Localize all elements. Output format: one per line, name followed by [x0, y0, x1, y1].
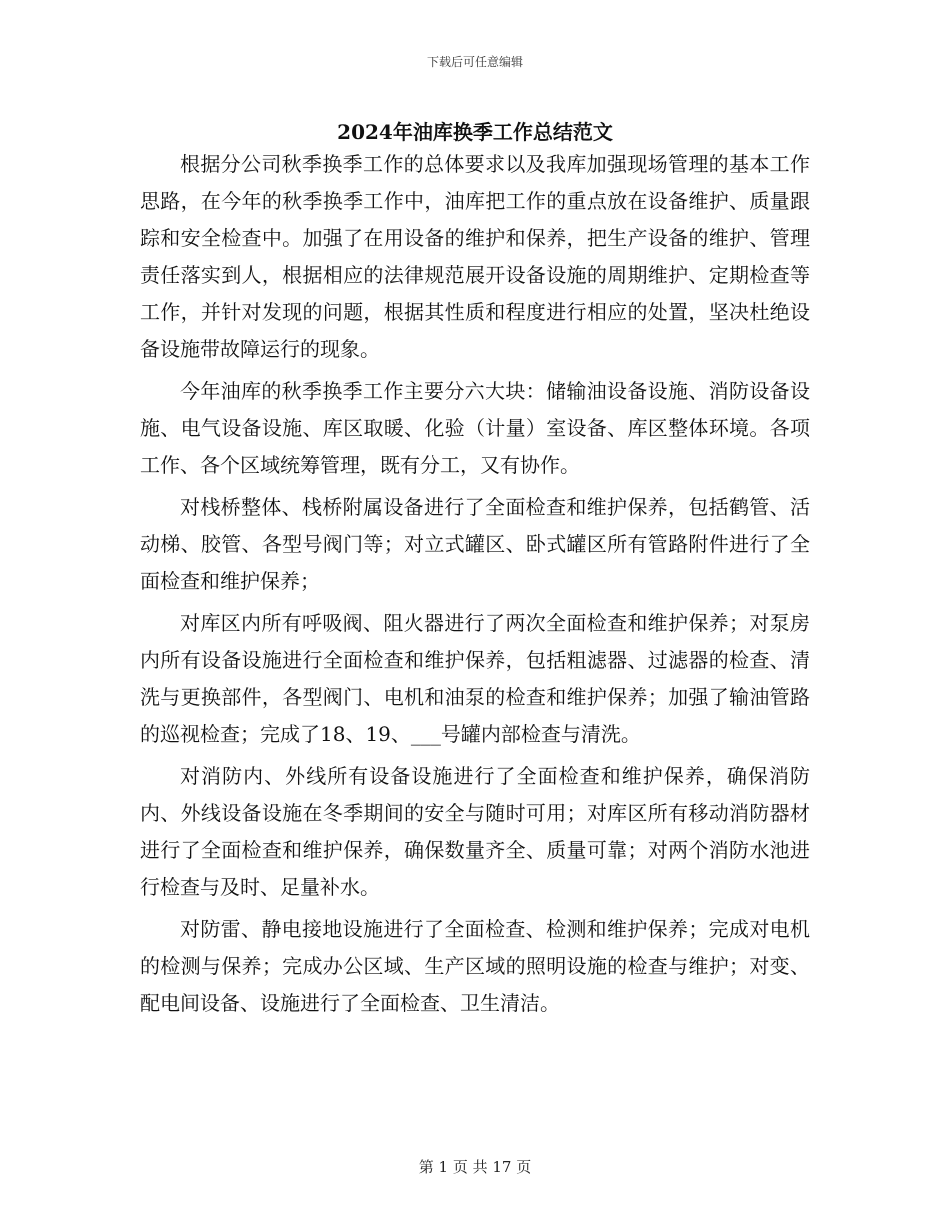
paragraph-1: 根据分公司秋季换季工作的总体要求以及我库加强现场管理的基本工作思路，在今年的秋季换季工作中，油库把工作的重点放在设备维护、质量跟踪和安全检查中。加强了在用设备的维护和保养，把生产设备的维护、管理责任落实到人，根据相应的法律规范展开设备设施的周期维护、定期检查等工作，并针对发现的问题，根据其性质和程度进行相应的处置，坚决杜绝设备设施带故障运行的现象。: [140, 152, 810, 361]
paragraph-6: 对防雷、静电接地设施进行了全面检查、检测和维护保养；完成对电机的检测与保养；完成办公区域、生产区域的照明设施的检查与维护；对变、配电间设备、设施进行了全面检查、卫生清洁。: [140, 917, 810, 1015]
document-title: 2024年油库换季工作总结范文: [337, 120, 613, 144]
paragraph-2: 今年油库的秋季换季工作主要分六大块：储输油设备设施、消防设备设施、电气设备设施、库区取暖、化验（计量）室设备、库区整体环境。各项工作、各个区域统筹管理，既有分工，又有协作。: [140, 379, 810, 477]
paragraph-3: 对栈桥整体、栈桥附属设备进行了全面检查和维护保养，包括鹤管、活动梯、胶管、各型号阀门等；对立式罐区、卧式罐区所有管路附件进行了全面检查和维护保养；: [140, 495, 810, 593]
document-body: [140, 146, 810, 1027]
paragraph-5: 对消防内、外线所有设备设施进行了全面检查和维护保养，确保消防内、外线设备设施在冬季期间的安全与随时可用；对库区所有移动消防器材进行了全面检查和维护保养，确保数量齐全、质量可靠；对两个消防水池进行检查与及时、足量补水。: [140, 764, 810, 899]
paragraph-4: 对库区内所有呼吸阀、阻火器进行了两次全面检查和维护保养；对泵房内所有设备设施进行全面检查和维护保养，包括粗滤器、过滤器的检查、清洗与更换部件，各型阀门、电机和油泵的检查和维护保养；加强了输油管路的巡视检查；完成了18、19、___号罐内部检查与清洗。: [140, 611, 810, 746]
header-note: 下载后可任意编辑: [426, 55, 523, 69]
page-number: 第 1 页 共 17 页: [418, 1158, 532, 1176]
